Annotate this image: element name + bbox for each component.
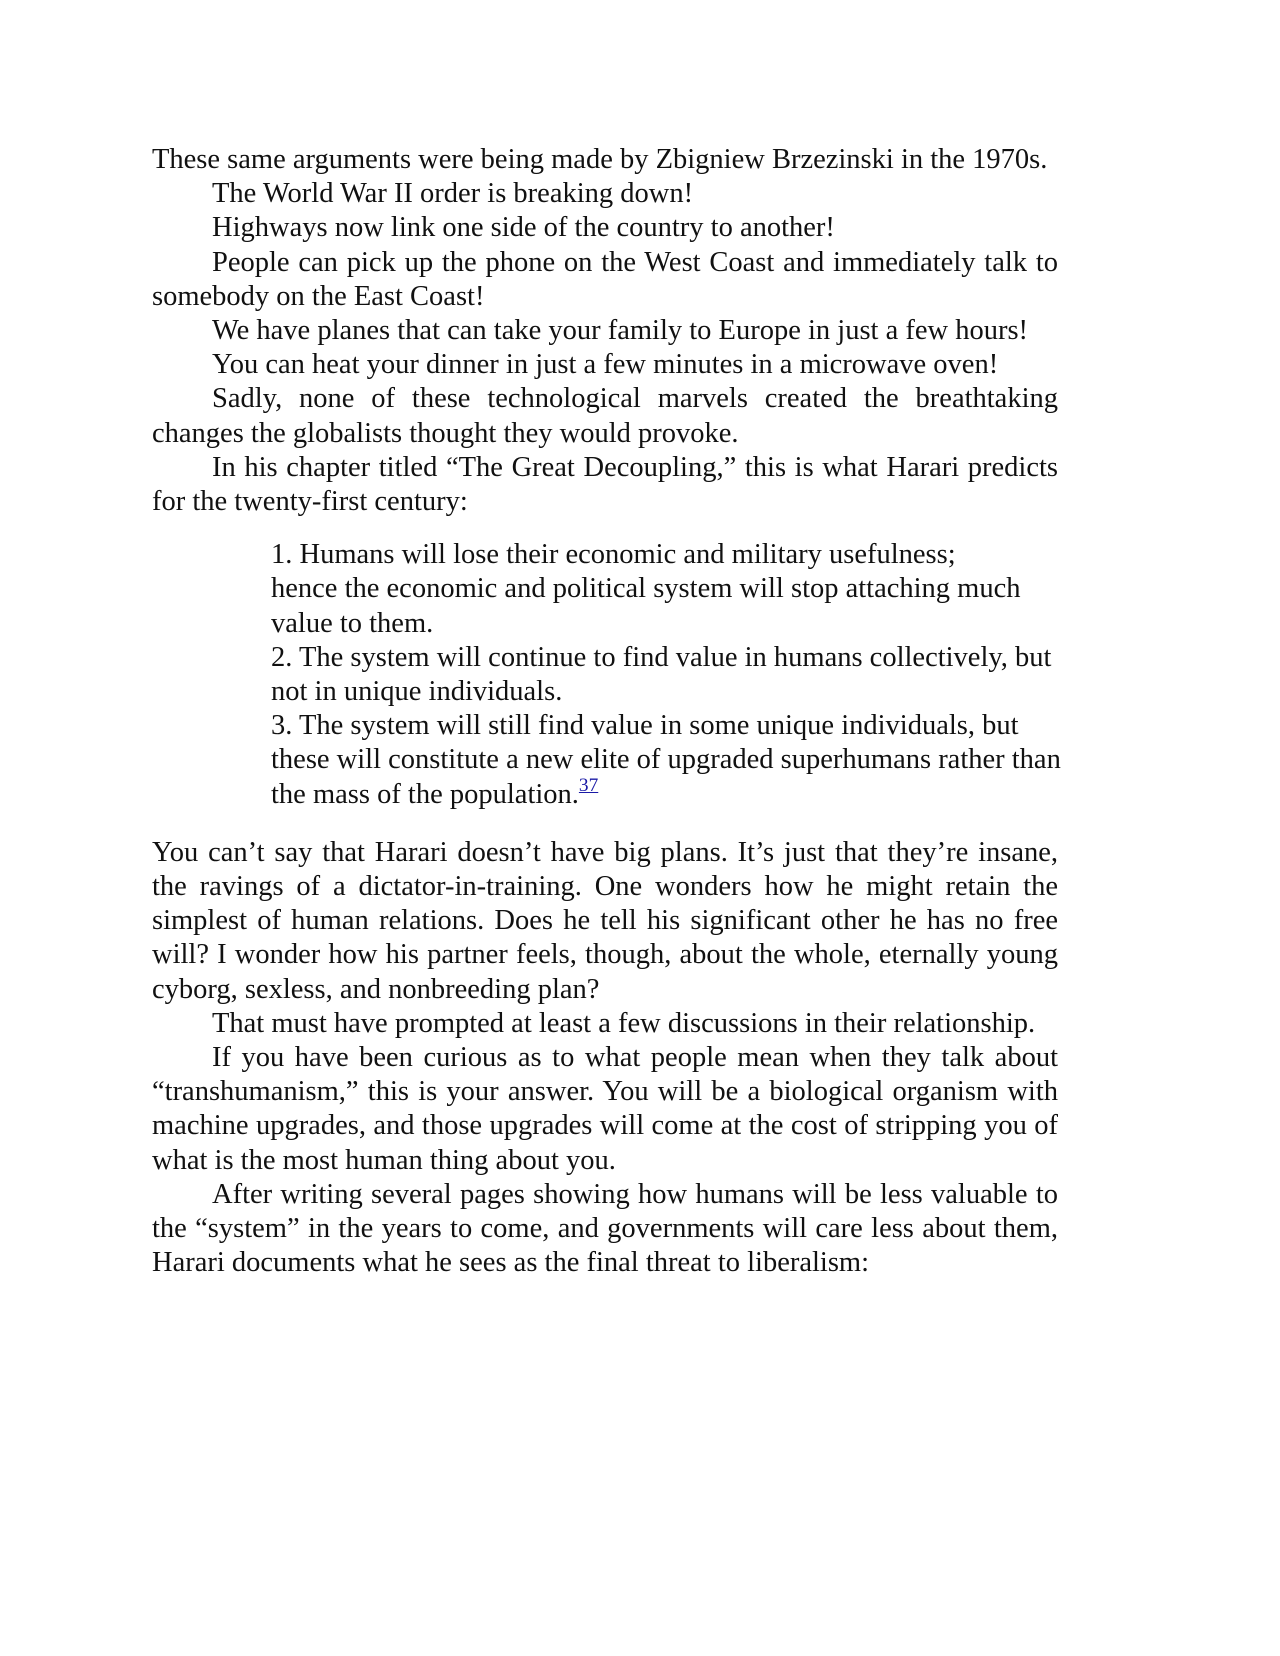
paragraph: We have planes that can take your family to Europe in just a few hours! [212,315,1029,347]
paragraph: You can’t say that Harari doesn’t have big plans. It’s just that they’re insane, the ravings of a dictator-in-training. One wonders how he might retain the simplest of human relations. Does he tell his significant other he has no free will? I wonder how his partner feels, though, about the whole, eternally young cyborg, sexless, and nonbreeding plan? [152,836,1058,1005]
block-quote-item-line: 1. Humans will lose their economic and military usefulness; [271,539,956,571]
paragraph: If you have been curious as to what people mean when they talk about “transhumanism,” this is your answer. You will be a biological organism with machine upgrades, and those upgrades will come at the cost of stripping you of what is the most human thing about you. [152,1042,1058,1176]
block-quote-item: 2. The system will continue to find value in humans collectively, but not in unique individuals. [271,641,1052,708]
paragraph: These same arguments were being made by Zbigniew Brzezinski in the 1970s. [152,144,1048,175]
page-body [152,143,1061,1281]
block-quote-item [271,538,1061,641]
block-quote [271,538,1061,812]
paragraph: Sadly, none of these technological marvels created the breathtaking changes the globalists thought they would provoke. [152,383,1058,449]
paragraph: People can pick up the phone on the West Coast and immediately talk to somebody on the East Coast! [152,246,1058,312]
paragraph: You can heat your dinner in just a few minutes in a microwave oven! [212,349,999,381]
paragraph: The World War II order is breaking down! [212,178,694,210]
paragraph: In his chapter titled “The Great Decoupling,” this is what Harari predicts for the twenty-first century: [152,451,1058,518]
footnote-link[interactable]: 37 [578,774,599,796]
paragraph: After writing several pages showing how humans will be less valuable to the “system” in the years to come, and governments will care less about them, Harari documents what he sees as the final threat to liberalism: [152,1178,1058,1279]
block-quote-item-text: 3. The system will still find value in some unique individuals, but these will constitute a new elite of upgraded superhumans rather than the mass of the population. [271,710,1061,810]
block-quote-item [271,709,1061,812]
block-quote-item-line: hence the economic and political system will stop attaching much value to them. [271,573,1021,639]
paragraph: Highways now link one side of the country to another! [212,212,835,244]
paragraph: That must have prompted at least a few discussions in their relationship. [212,1007,1036,1039]
